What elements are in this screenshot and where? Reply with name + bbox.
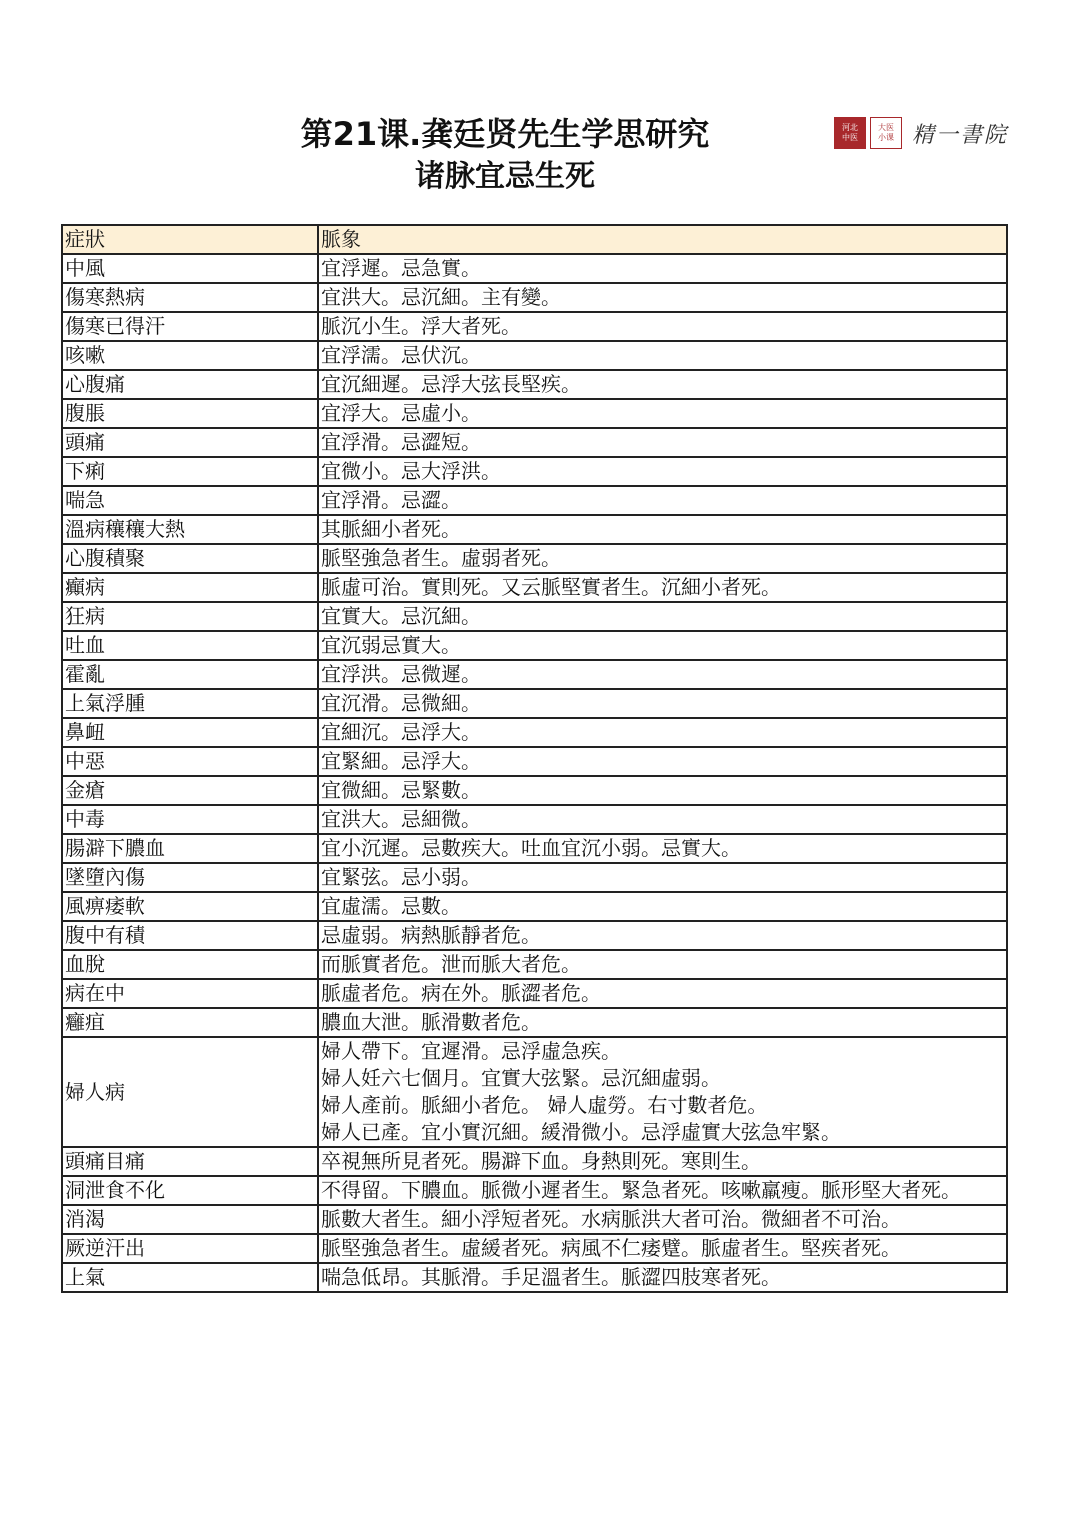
pulse-cell xyxy=(318,776,1007,805)
symptom-cell: 鼻衄 xyxy=(62,718,318,747)
symptom-cell: 吐血 xyxy=(62,631,318,660)
symptom-cell: 中風 xyxy=(62,254,318,283)
table-row xyxy=(62,515,1007,544)
pulse-line: 而脈實者危。泄而脈大者危。 xyxy=(321,952,581,976)
pulse-line: 脈堅強急者生。虛緩者死。病風不仁痿躄。脈虛者生。堅疾者死。 xyxy=(321,1236,901,1260)
header-symptom: 症狀 xyxy=(62,225,318,254)
pulse-cell xyxy=(318,892,1007,921)
symptom-cell: 傷寒熱病 xyxy=(62,283,318,312)
pulse-cell xyxy=(318,1234,1007,1263)
pulse-line: 脈虛可治。實則死。又云脈堅實者生。沉細小者死。 xyxy=(321,575,781,599)
table-row xyxy=(62,312,1007,341)
seal2-line1: 大医 xyxy=(878,123,894,132)
table-row xyxy=(62,254,1007,283)
symptom-cell: 腹脹 xyxy=(62,399,318,428)
pulse-cell xyxy=(318,747,1007,776)
symptom-cell: 金瘡 xyxy=(62,776,318,805)
table-row xyxy=(62,283,1007,312)
pulse-cell xyxy=(318,834,1007,863)
pulse-cell xyxy=(318,660,1007,689)
table-row xyxy=(62,718,1007,747)
pulse-line: 宜浮濡。忌伏沉。 xyxy=(321,343,481,367)
header-pulse: 脈象 xyxy=(318,225,1007,254)
pulse-line: 婦人妊六七個月。宜實大弦緊。忌沉細虛弱。 xyxy=(321,1066,721,1090)
table-row xyxy=(62,660,1007,689)
hebei-tcm-logo xyxy=(834,117,866,149)
pulse-line: 脈虛者危。病在外。脈澀者危。 xyxy=(321,981,601,1005)
pulse-cell xyxy=(318,1008,1007,1037)
symptom-cell: 上氣浮腫 xyxy=(62,689,318,718)
pulse-line: 宜浮洪。忌微遲。 xyxy=(321,662,481,686)
pulse-line: 膿血大泄。脈滑數者危。 xyxy=(321,1010,541,1034)
pulse-cell xyxy=(318,950,1007,979)
pulse-cell xyxy=(318,399,1007,428)
table-row xyxy=(62,1176,1007,1205)
table-row xyxy=(62,602,1007,631)
symptom-cell: 洞泄食不化 xyxy=(62,1176,318,1205)
symptom-cell: 癰疽 xyxy=(62,1008,318,1037)
table-row xyxy=(62,428,1007,457)
table-row xyxy=(62,631,1007,660)
pulse-line: 宜洪大。忌沉細。主有變。 xyxy=(321,285,561,309)
pulse-cell xyxy=(318,370,1007,399)
pulse-cell xyxy=(318,805,1007,834)
table-row xyxy=(62,1147,1007,1176)
table-header-row xyxy=(62,225,1007,254)
symptom-cell: 墜墮內傷 xyxy=(62,863,318,892)
table-body xyxy=(62,254,1007,1292)
table-row xyxy=(62,1234,1007,1263)
pulse-line: 脈堅強急者生。虛弱者死。 xyxy=(321,546,561,570)
pulse-table xyxy=(61,224,1008,1293)
pulse-line: 宜微小。忌大浮洪。 xyxy=(321,459,501,483)
pulse-cell xyxy=(318,573,1007,602)
symptom-cell: 頭痛 xyxy=(62,428,318,457)
pulse-line: 脈數大者生。細小浮短者死。水病脈洪大者可治。微細者不可治。 xyxy=(321,1207,901,1231)
symptom-cell: 狂病 xyxy=(62,602,318,631)
symptom-cell: 中惡 xyxy=(62,747,318,776)
table-row xyxy=(62,1037,1007,1147)
pulse-line: 喘急低昂。其脈滑。手足溫者生。脈澀四肢寒者死。 xyxy=(321,1265,781,1289)
symptom-cell: 心腹痛 xyxy=(62,370,318,399)
pulse-cell xyxy=(318,718,1007,747)
pulse-cell xyxy=(318,1176,1007,1205)
page-subtitle: 诸脉宜忌生死 xyxy=(415,159,595,194)
table-row xyxy=(62,979,1007,1008)
symptom-cell: 癲病 xyxy=(62,573,318,602)
table-row xyxy=(62,457,1007,486)
pulse-line: 宜浮遲。忌急實。 xyxy=(321,256,481,280)
pulse-cell xyxy=(318,1037,1007,1147)
pulse-cell xyxy=(318,341,1007,370)
daxiao-course-logo xyxy=(870,117,902,149)
table-row xyxy=(62,573,1007,602)
pulse-line: 宜小沉遲。忌數疾大。吐血宜沉小弱。忌實大。 xyxy=(321,836,741,860)
pulse-line: 脈沉小生。浮大者死。 xyxy=(321,314,521,338)
pulse-cell xyxy=(318,254,1007,283)
seal2-line2: 小课 xyxy=(878,133,894,142)
pulse-line: 宜虛濡。忌數。 xyxy=(321,894,461,918)
symptom-cell: 病在中 xyxy=(62,979,318,1008)
pulse-line: 不得留。下膿血。脈微小遲者生。緊急者死。咳嗽羸瘦。脈形堅大者死。 xyxy=(321,1178,961,1202)
table-row xyxy=(62,341,1007,370)
pulse-cell xyxy=(318,631,1007,660)
pulse-cell xyxy=(318,1205,1007,1234)
pulse-cell xyxy=(318,863,1007,892)
symptom-cell: 咳嗽 xyxy=(62,341,318,370)
table-row xyxy=(62,1008,1007,1037)
table-row xyxy=(62,892,1007,921)
table-row xyxy=(62,399,1007,428)
logo-group xyxy=(834,116,1008,150)
table-row xyxy=(62,921,1007,950)
pulse-line: 婦人產前。脈細小者危。 婦人虛勞。右寸數者危。 xyxy=(321,1093,768,1117)
pulse-line: 宜沉弱忌實大。 xyxy=(321,633,461,657)
symptom-cell: 心腹積聚 xyxy=(62,544,318,573)
pulse-line: 宜浮滑。忌澀。 xyxy=(321,488,461,512)
table-row xyxy=(62,544,1007,573)
table-row xyxy=(62,950,1007,979)
page-title: 第21课.龚廷贤先生学思研究 xyxy=(300,115,710,153)
pulse-cell xyxy=(318,457,1007,486)
pulse-line: 宜緊弦。忌小弱。 xyxy=(321,865,481,889)
pulse-cell xyxy=(318,283,1007,312)
symptom-cell: 消渴 xyxy=(62,1205,318,1234)
pulse-cell xyxy=(318,515,1007,544)
symptom-cell: 溫病穰穰大熱 xyxy=(62,515,318,544)
pulse-cell xyxy=(318,1147,1007,1176)
pulse-line: 宜沉滑。忌微細。 xyxy=(321,691,481,715)
pulse-line: 婦人帶下。宜遲滑。忌浮虛急疾。 xyxy=(321,1039,621,1063)
symptom-cell: 風痹痿軟 xyxy=(62,892,318,921)
symptom-cell: 厥逆汗出 xyxy=(62,1234,318,1263)
table-row xyxy=(62,863,1007,892)
pulse-cell xyxy=(318,428,1007,457)
symptom-cell: 中毒 xyxy=(62,805,318,834)
symptom-cell: 上氣 xyxy=(62,1263,318,1292)
pulse-line: 宜細沉。忌浮大。 xyxy=(321,720,481,744)
pulse-cell xyxy=(318,486,1007,515)
symptom-cell: 血脫 xyxy=(62,950,318,979)
symptom-cell: 霍亂 xyxy=(62,660,318,689)
pulse-line: 宜浮滑。忌澀短。 xyxy=(321,430,481,454)
table-row xyxy=(62,689,1007,718)
table-row xyxy=(62,776,1007,805)
pulse-line: 宜沉細遲。忌浮大弦長堅疾。 xyxy=(321,372,581,396)
pulse-line: 其脈細小者死。 xyxy=(321,517,461,541)
symptom-cell: 下痢 xyxy=(62,457,318,486)
symptom-cell: 傷寒已得汗 xyxy=(62,312,318,341)
pulse-line: 卒視無所見者死。腸澼下血。身熱則死。寒則生。 xyxy=(321,1149,761,1173)
symptom-cell: 喘急 xyxy=(62,486,318,515)
pulse-line: 宜微細。忌緊數。 xyxy=(321,778,481,802)
symptom-cell: 頭痛目痛 xyxy=(62,1147,318,1176)
pulse-cell xyxy=(318,921,1007,950)
pulse-line: 宜緊細。忌浮大。 xyxy=(321,749,481,773)
table-row xyxy=(62,486,1007,515)
symptom-cell: 婦人病 xyxy=(62,1037,318,1147)
academy-brand-text: 精一書院 xyxy=(912,122,1009,148)
pulse-line: 宜浮大。忌虛小。 xyxy=(321,401,481,425)
pulse-line: 忌虛弱。病熱脈靜者危。 xyxy=(321,923,541,947)
pulse-cell xyxy=(318,689,1007,718)
pulse-cell xyxy=(318,1263,1007,1292)
symptom-cell: 腹中有積 xyxy=(62,921,318,950)
seal1-line2: 中医 xyxy=(842,133,858,142)
pulse-line: 宜實大。忌沉細。 xyxy=(321,604,481,628)
pulse-cell xyxy=(318,602,1007,631)
pulse-cell xyxy=(318,979,1007,1008)
table-row xyxy=(62,1205,1007,1234)
table-row xyxy=(62,834,1007,863)
table-row xyxy=(62,370,1007,399)
table-row xyxy=(62,805,1007,834)
symptom-cell: 腸澼下膿血 xyxy=(62,834,318,863)
pulse-cell xyxy=(318,544,1007,573)
seal1-line1: 河北 xyxy=(842,123,858,132)
table-row xyxy=(62,747,1007,776)
table-row xyxy=(62,1263,1007,1292)
pulse-line: 宜洪大。忌細微。 xyxy=(321,807,481,831)
pulse-line: 婦人已產。宜小實沉細。緩滑微小。忌浮虛實大弦急牢緊。 xyxy=(321,1120,841,1144)
pulse-cell xyxy=(318,312,1007,341)
